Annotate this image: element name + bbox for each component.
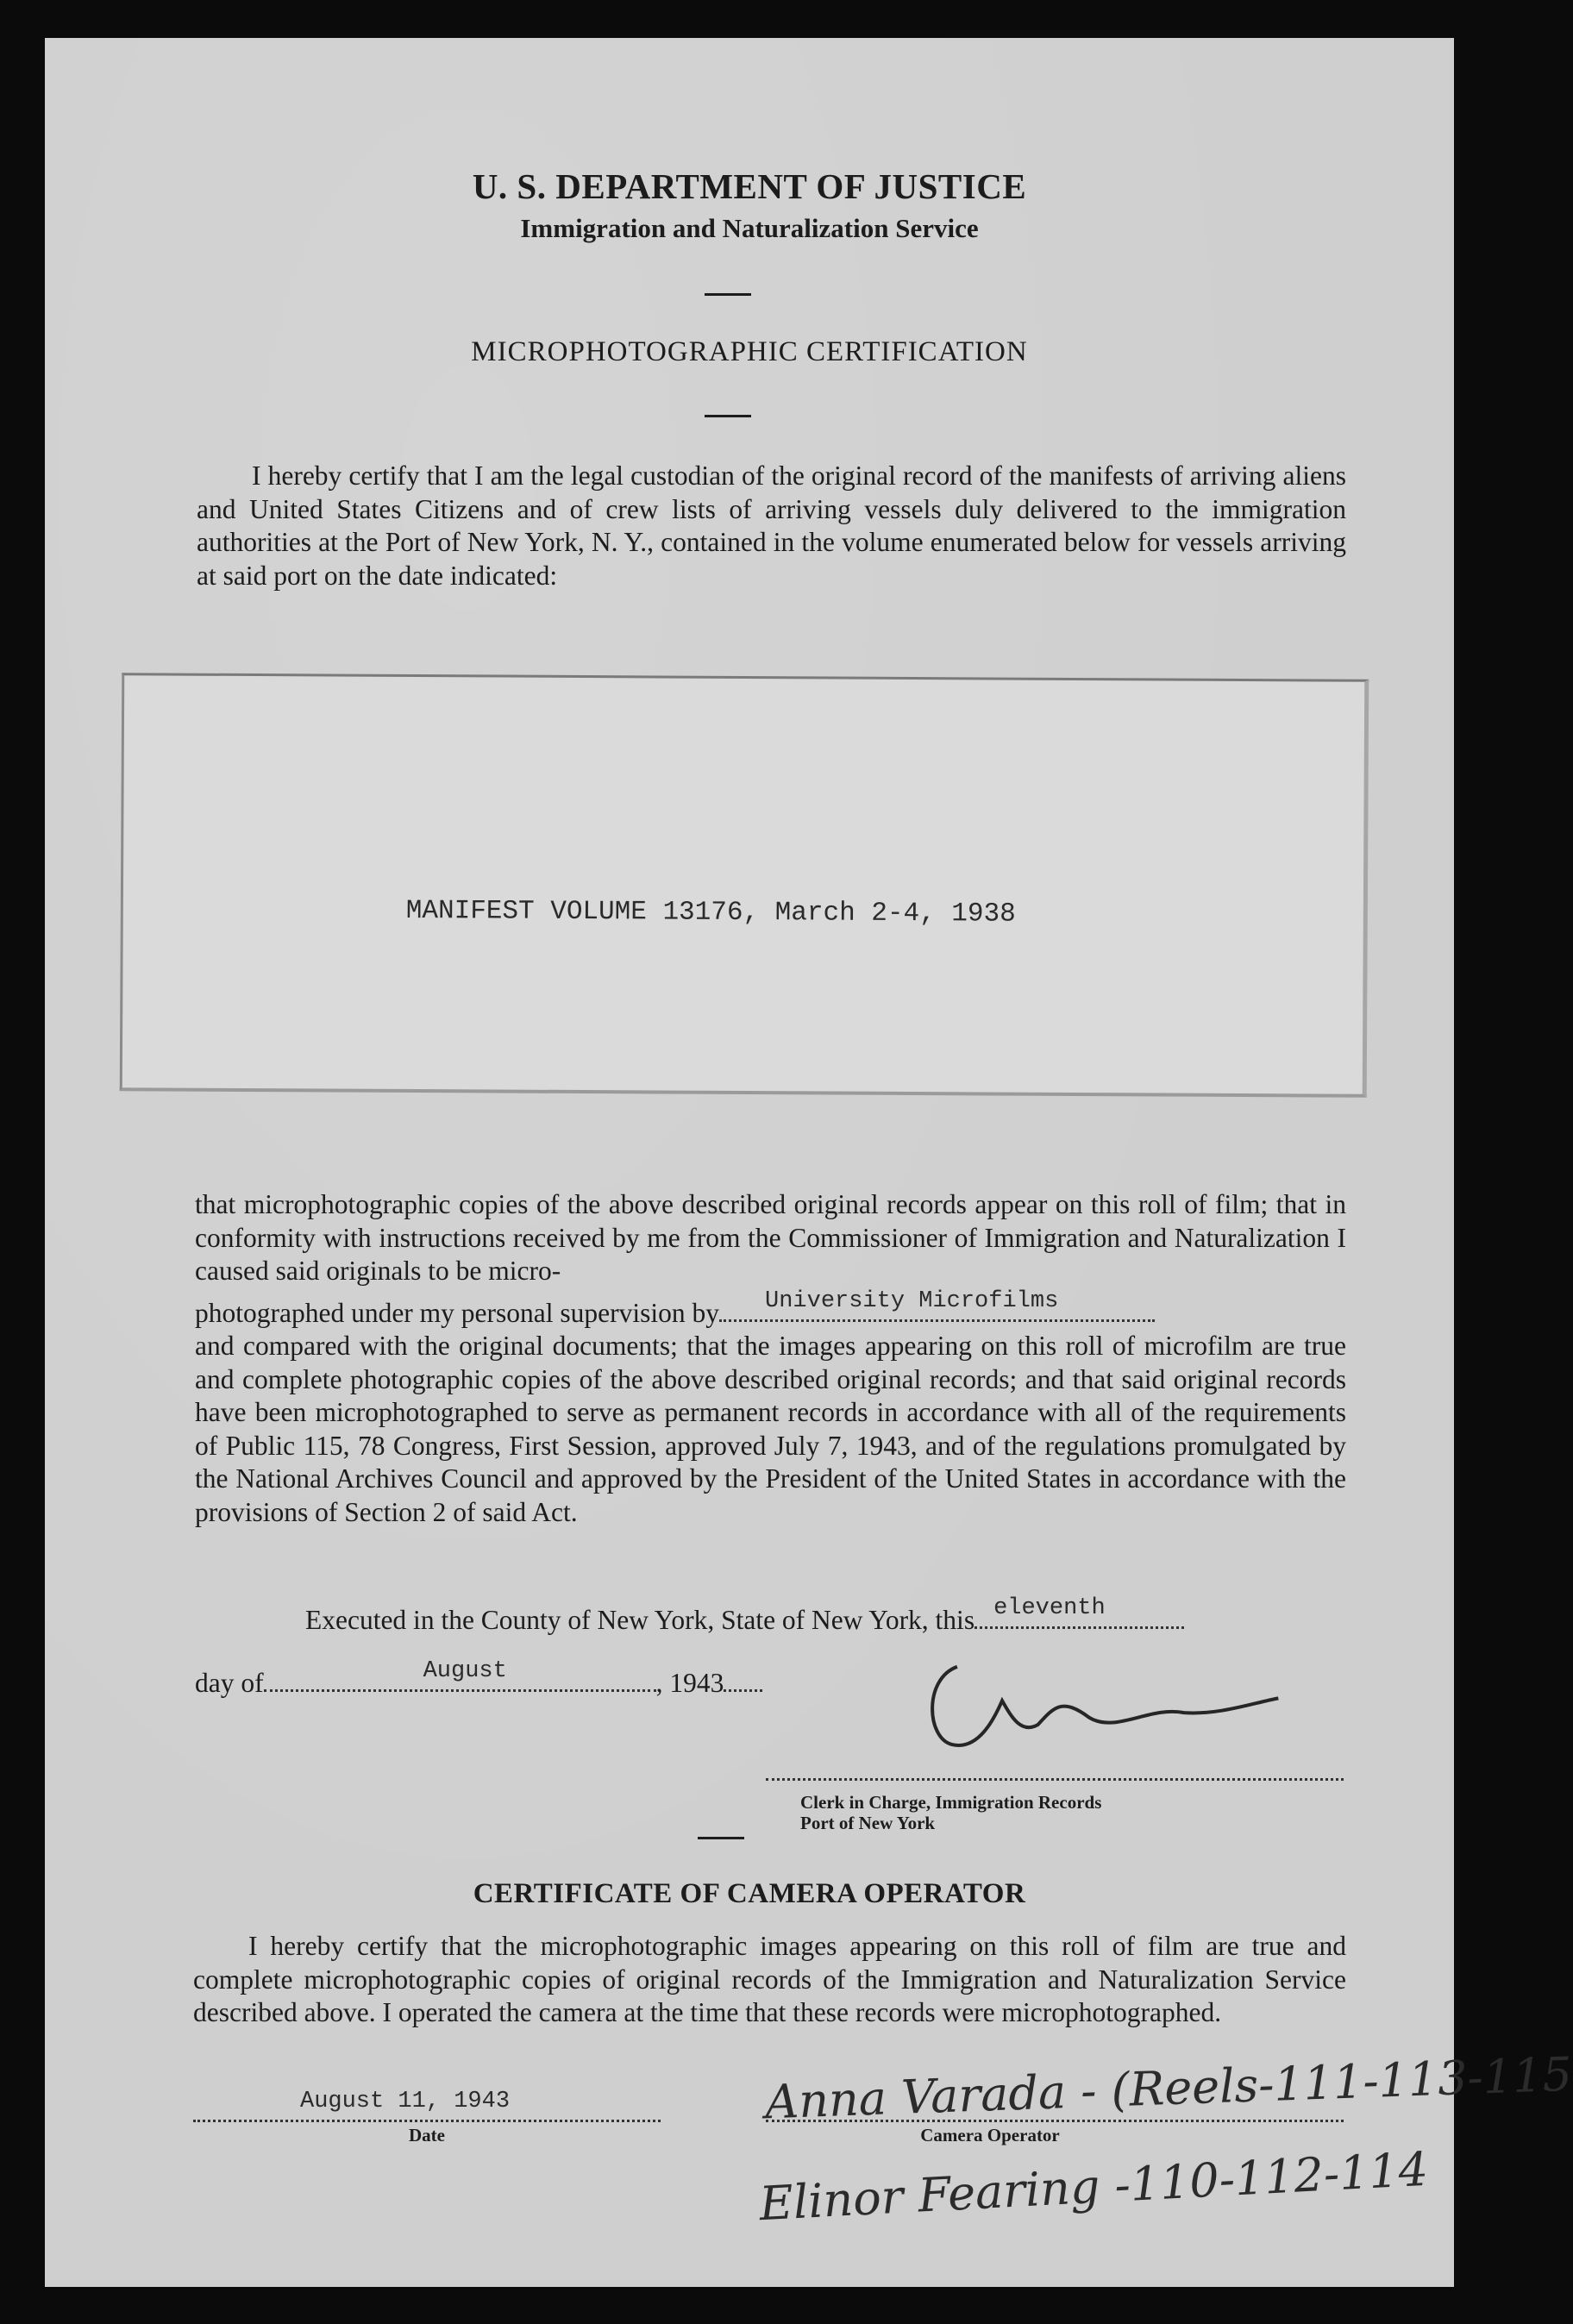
department-heading: U. S. DEPARTMENT OF JUSTICE (472, 166, 1027, 206)
month-value: August (423, 1658, 507, 1684)
date-line: day of August , 1943 (195, 1663, 850, 1701)
camera-operator-label: Camera Operator (920, 2125, 1060, 2145)
divider (705, 293, 751, 296)
clerk-signature-line (766, 1778, 1344, 1781)
day-fill (975, 1595, 1184, 1629)
certificate-page (45, 38, 1573, 2287)
year-fill (724, 1663, 762, 1692)
service-subheading: Immigration and Naturalization Service (520, 213, 979, 243)
body-paragraph: that microphotographic copies of the above described original records appear on this roll of film; that in conformity with instructions received by me from the Commissioner of Immigration and Naturalization I caused said originals to be micro- photographed under my personal supervision by University Microfilms and compared with the original documents; that the images appearing on this roll of microfilm are true and complete photographic copies of the above described original records; and that said original records have been microphotographed to serve as permanent records in accordance with all of the requirements of Public 115, 78 Congress, First Session, approved July 7, 1943, and of the regulations promulgated by the National Archives Council and approved by the President of the United States in accordance with the provisions of Section 2 of said Act. (195, 1189, 1346, 1527)
divider (705, 415, 751, 417)
volume-slip (120, 673, 1369, 1098)
certificate-date-value: August 11, 1943 (300, 2089, 511, 2114)
intro-paragraph: I hereby certify that I am the legal custodian of the original record of the manifests of arriving aliens and United States Citizens and of crew lists of arriving vessels duly delivered to the immigration authorities at the Port of New York, N. Y., contained in the volume enumerated below for vessels arriving at said port on the date indicated: (197, 460, 1346, 591)
camera-certificate-text: I hereby certify that the microphotographic images appearing on this roll of film are true and complete microphotographic copies of original records of the Immigration and Naturalization Service described above. I operated the camera at the time that these records were microphotographed. (193, 1931, 1346, 2027)
execution-line: Executed in the County of New York, State of New York, this eleventh (195, 1600, 1346, 1638)
divider (698, 1837, 744, 1839)
day-value: eleventh (993, 1595, 1106, 1621)
signature-flourish (887, 1626, 1289, 1758)
date-label: Date (409, 2125, 445, 2145)
supervision-line: photographed under my personal supervision by University Microfilms (195, 1294, 1346, 1331)
operator-signature: Anna Varada - (Reels-111-113-115 (764, 2046, 1573, 2130)
month-fill (264, 1658, 656, 1692)
camera-certificate-title: CERTIFICATE OF CAMERA OPERATOR (473, 1878, 1026, 1909)
date-signature-line (193, 2120, 661, 2122)
certification-title: MICROPHOTOGRAPHIC CERTIFICATION (471, 336, 1028, 367)
year-digit: 3 (710, 1668, 724, 1698)
supervisor-value: University Microfilms (765, 1287, 1059, 1314)
manifest-volume-text: MANIFEST VOLUME 13176, March 2-4, 1938 (405, 895, 1016, 930)
second-operator-signature: Elinor Fearing -110-112-114 (757, 2141, 1430, 2232)
operator-signature-line (766, 2120, 1344, 2122)
clerk-title: Clerk in Charge, Immigration Records Port of New York (800, 1792, 1102, 1833)
supervisor-fill (719, 1287, 1155, 1322)
